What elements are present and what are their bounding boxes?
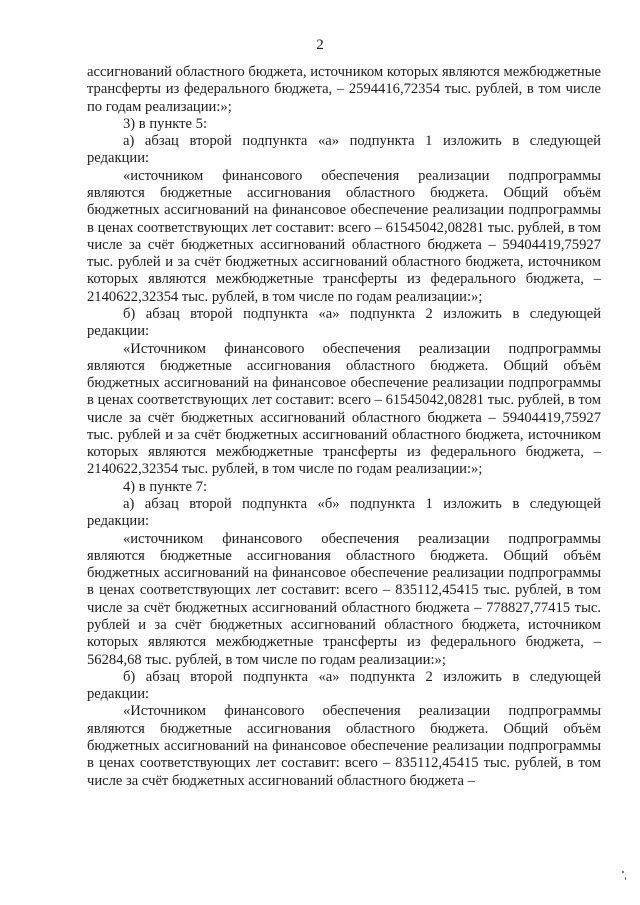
subitem-3a-instruction: а) абзац второй подпункта «а» подпункта 1 изложить в следующей редакции: <box>87 133 601 167</box>
subitem-3a-text: «источником финансового обеспечения реализации подпрограммы являются бюджетные ассигнования областного бюджета. Общий объём бюджетных ассигнований на финансовое обеспечение реализации подпрограммы в ценах соответствующих лет составит: всего – 61545042,08281 тыс. рублей, в том числе за счёт бюджетных ассигнований областного бюджета – 59404419,75927 тыс. рублей и за счёт бюджетных ассигнований областного бюджета, источником которых являются межбюджетные трансферты из федерального бюджета, – 2140622,32354 тыс. рублей, в том числе по годам реализации:»; <box>87 167 601 305</box>
subitem-4a-instruction: а) абзац второй подпункта «б» подпункта 1 изложить в следующей редакции: <box>87 496 601 530</box>
item-3-heading: 3) в пункте 5: <box>123 115 208 132</box>
document-body <box>87 64 601 790</box>
subitem-4a-text: «источником финансового обеспечения реализации подпрограммы являются бюджетные ассигнования областного бюджета. Общий объём бюджетных ассигнований на финансовое обеспечение реализации подпрограммы в ценах соответствующих лет составит: всего – 835112,45415 тыс. рублей, в том числе за счёт бюджетных ассигнований областного бюджета – 778827,77415 тыс. рублей и за счёт бюджетных ассигнований областного бюджета, источником которых являются межбюджетные трансферты из федерального бюджета, – 56284,68 тыс. рублей, в том числе по годам реализации:»; <box>87 530 601 668</box>
subitem-3b-instruction: б) абзац второй подпункта «а» подпункта 2 изложить в следующей редакции: <box>87 305 601 340</box>
subitem-4b-instruction: б) абзац второй подпункта «а» подпункта 2 изложить в следующей редакции: <box>87 668 601 703</box>
item-4-heading: 4) в пункте 7: <box>123 478 208 495</box>
subitem-3b-text: «Источником финансового обеспечения реализации подпрограммы являются бюджетные ассигнования областного бюджета. Общий объём бюджетных ассигнований на финансовое обеспечение реализации подпрограммы в ценах соответствующих лет составит: всего – 61545042,08281 тыс. рублей, в том числе за счёт бюджетных ассигнований областного бюджета – 59404419,75927 тыс. рублей и за счёт бюджетных ассигнований областного бюджета, источником которых являются межбюджетные трансферты из федерального бюджета, – 2140622,32354 тыс. рублей, в том числе по годам реализации:»; <box>87 340 601 478</box>
scan-speck <box>622 871 624 873</box>
paragraph-continuation: ассигнований областного бюджета, источником которых являются межбюджетные трансферты из федерального бюджета, – 2594416,72354 тыс. рублей, в том числе по годам реализации:»; <box>87 64 601 115</box>
page-number: 2 <box>316 37 324 53</box>
subitem-4b-text: «Источником финансового обеспечения реализации подпрограммы являются бюджетные ассигнования областного бюджета. Общий объём бюджетных ассигнований на финансовое обеспечение реализации подпрограммы в ценах соответствующих лет составит: всего – 835112,45415 тыс. рублей, в том числе за счёт бюджетных ассигнований областного бюджета – <box>87 703 601 789</box>
scan-speck <box>625 877 626 880</box>
